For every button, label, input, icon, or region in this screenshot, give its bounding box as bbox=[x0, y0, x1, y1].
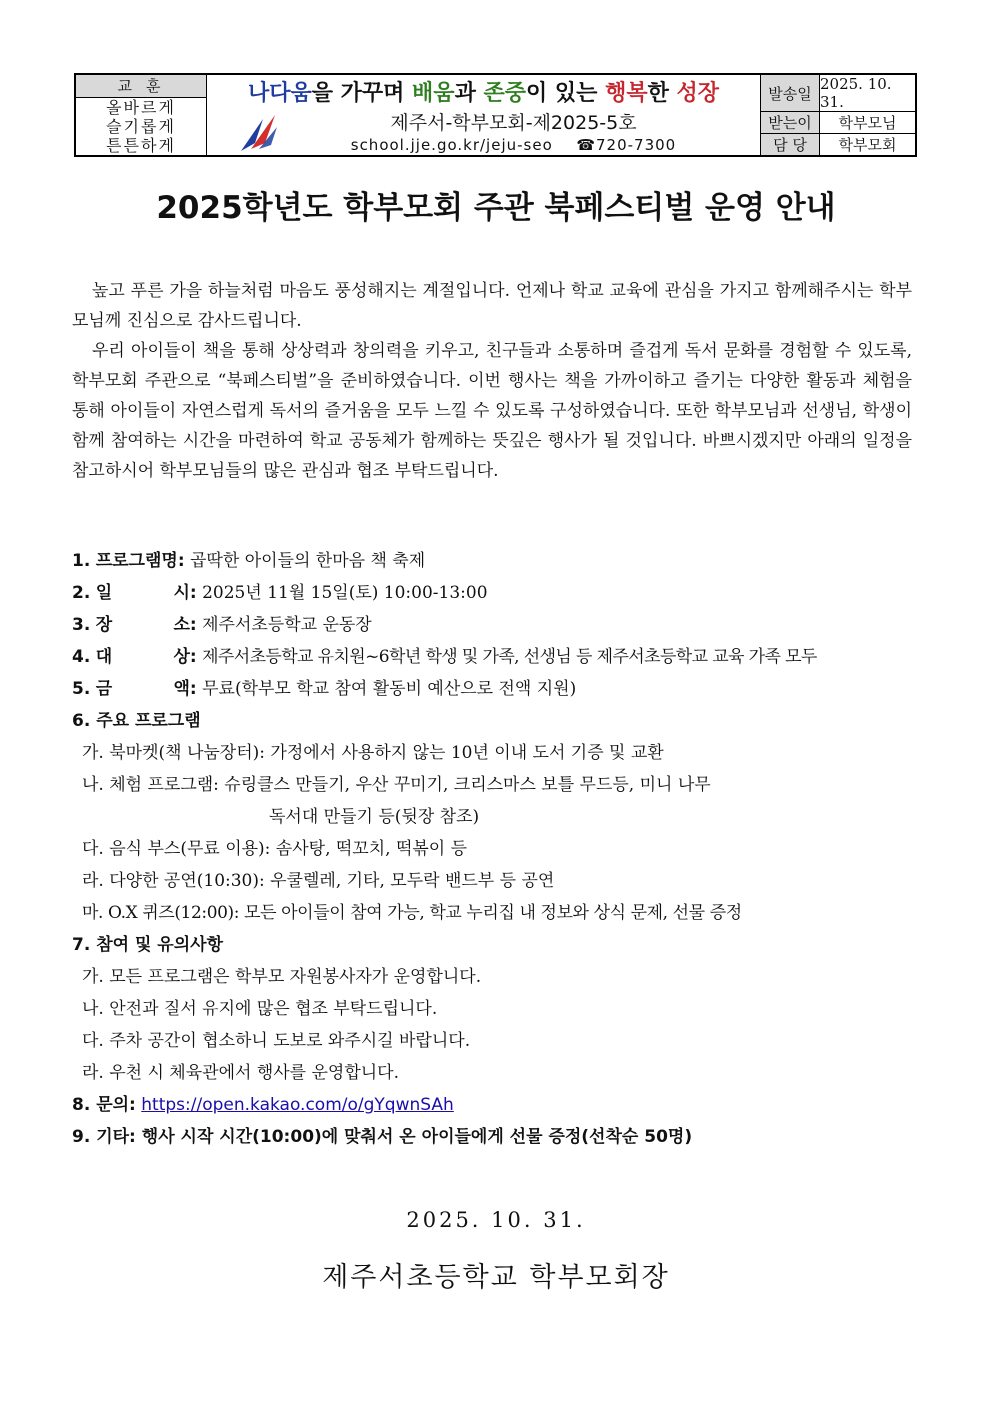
document-header bbox=[74, 73, 917, 157]
event-details bbox=[72, 545, 932, 1153]
school-motto bbox=[76, 75, 207, 155]
detail-number: 5. bbox=[72, 679, 91, 699]
programs-heading: 6. 주요 프로그램 bbox=[72, 711, 201, 731]
label-part: 일 bbox=[95, 583, 113, 603]
detail-label bbox=[96, 609, 197, 641]
detail-number: 3. bbox=[72, 615, 91, 635]
school-phone: ☎720-7300 bbox=[576, 136, 677, 154]
slogan-part: 한 bbox=[647, 81, 677, 106]
slogan-part: 나다움 bbox=[247, 81, 312, 106]
label-part: 액: bbox=[173, 679, 197, 699]
detail-place bbox=[72, 609, 932, 641]
meta-row bbox=[761, 134, 915, 155]
detail-contact bbox=[72, 1089, 932, 1121]
note-item: 나. 안전과 질서 유지에 많은 협조 부탁드립니다. bbox=[82, 999, 438, 1019]
slogan-part: 행복 bbox=[605, 81, 648, 106]
slogan-part: 존중 bbox=[483, 81, 526, 106]
label-part: 금 bbox=[95, 679, 113, 699]
school-website: school.jje.go.kr/jeju-seo bbox=[350, 136, 553, 154]
dispatch-info bbox=[761, 75, 915, 155]
label-part: 상: bbox=[173, 647, 197, 667]
detail-value: 무료(학부모 학교 참여 활동비 예산으로 전액 지원) bbox=[202, 679, 577, 699]
document-number: 제주서-학부모회-제2025-5호 bbox=[390, 112, 637, 134]
school-contact bbox=[207, 135, 760, 155]
slogan-part: 성장 bbox=[676, 81, 720, 106]
note-item: 가. 모든 프로그램은 학부모 자원봉사자가 운영합니다. bbox=[82, 967, 482, 987]
notes-heading: 7. 참여 및 유의사항 bbox=[72, 935, 223, 955]
meta-value: 학부모회 bbox=[838, 136, 897, 154]
label-part: 소: bbox=[173, 615, 197, 635]
program-item-continued: 독서대 만들기 등(뒷장 참조) bbox=[269, 807, 480, 827]
label-part: 대 bbox=[95, 647, 113, 667]
note-item: 라. 우천 시 체육관에서 행사를 운영합니다. bbox=[82, 1063, 400, 1083]
detail-value: 곱딱한 아이들의 한마음 책 축제 bbox=[190, 551, 426, 571]
detail-number: 4. bbox=[72, 647, 91, 667]
contact-label: 8. 문의: bbox=[72, 1095, 136, 1115]
meta-key: 담 당 bbox=[761, 134, 820, 155]
intro-text bbox=[72, 276, 912, 486]
school-slogan bbox=[207, 78, 760, 110]
detail-value: 제주서초등학교 유치원~6학년 학생 및 가족, 선생님 등 제주서초등학교 교육 가족 모두 bbox=[202, 647, 817, 667]
note-item: 다. 주차 공간이 협소하니 도보로 와주시길 바랍니다. bbox=[82, 1031, 471, 1051]
meta-value: 학부모님 bbox=[838, 114, 897, 132]
program-item: 라. 다양한 공연(10:30): 우쿨렐레, 기타, 모두락 밴드부 등 공연 bbox=[82, 871, 555, 891]
meta-row bbox=[761, 75, 915, 112]
program-item: 가. 북마켓(책 나눔장터): 가정에서 사용하지 않는 10년 이내 도서 기증 및 교환 bbox=[82, 743, 664, 763]
slogan-part: 을 가꾸며 bbox=[311, 81, 413, 106]
signature: 제주서초등학교 학부모회장 bbox=[322, 1262, 670, 1293]
detail-label bbox=[96, 673, 197, 705]
label-part: 장 bbox=[95, 615, 113, 635]
detail-target bbox=[72, 641, 932, 673]
detail-label: 프로그램명: bbox=[95, 551, 185, 571]
program-item: 나. 체험 프로그램: 슈링클스 만들기, 우산 꾸미기, 크리스마스 보틀 무드등, 미니 나무 bbox=[82, 775, 711, 795]
slogan-part: 과 bbox=[454, 81, 484, 106]
contact-link[interactable]: https://open.kakao.com/o/gYqwnSAh bbox=[141, 1095, 454, 1115]
school-banner bbox=[207, 75, 761, 155]
intro-paragraph: 높고 푸른 가을 하늘처럼 마음도 풍성해지는 계절입니다. 언제나 학교 교육에 관심을 가지고 함께해주시는 학부모님께 진심으로 감사드립니다. bbox=[72, 281, 912, 331]
motto-line: 올바르게 bbox=[106, 98, 176, 117]
label-part: 시: bbox=[173, 583, 197, 603]
slogan-part: 이 있는 bbox=[526, 81, 606, 106]
detail-number: 2. bbox=[72, 583, 91, 603]
detail-number: 1. bbox=[72, 551, 91, 571]
meta-key: 받는이 bbox=[761, 112, 820, 133]
detail-program-name bbox=[72, 545, 932, 577]
motto-line: 슬기롭게 bbox=[106, 117, 176, 136]
program-item: 다. 음식 부스(무료 이용): 솜사탕, 떡꼬치, 떡볶이 등 bbox=[82, 839, 468, 859]
meta-value: 2025. 10. 31. bbox=[820, 75, 892, 111]
document-title: 2025학년도 학부모회 주관 북페스티벌 운영 안내 bbox=[156, 190, 836, 226]
detail-label bbox=[96, 641, 197, 673]
slogan-part: 배움 bbox=[412, 81, 455, 106]
intro-paragraph: 우리 아이들이 책을 통해 상상력과 창의력을 키우고, 친구들과 소통하며 즐겁게 독서 문화를 경험할 수 있도록, 학부모회 주관으로 “북페스티벌”을 준비하였습니다. 이번 행사는 책을 가까이하고 즐기는 다양한 활동과 체험을 통해 아이들이 자연스럽게 독서의 즐거움을 모두 느낄 수 있도록 구성하였습니다. 또한 학부모님과 선생님, 학생이 함께 참여하는 시간을 마련하여 학교 공동체가 함께하는 뜻깊은 행사가 될 것입니다. 바쁘시겠지만 아래의 일정을 참고하시어 학부모님들의 많은 관심과 협조 부탁드립니다. bbox=[72, 341, 912, 481]
detail-value: 2025년 11월 15일(토) 10:00-13:00 bbox=[202, 583, 488, 603]
motto-lines bbox=[76, 98, 206, 155]
detail-value: 제주서초등학교 운동장 bbox=[202, 615, 372, 635]
meta-key: 발송일 bbox=[761, 75, 820, 111]
issue-date: 2025. 10. 31. bbox=[406, 1208, 586, 1232]
detail-etc: 9. 기타: 행사 시작 시간(10:00)에 맞춰서 온 아이들에게 선물 증정(선착순 50명) bbox=[72, 1127, 693, 1147]
detail-fee bbox=[72, 673, 932, 705]
motto-line: 튼튼하게 bbox=[106, 136, 176, 155]
detail-datetime bbox=[72, 577, 932, 609]
motto-title: 교훈 bbox=[76, 75, 206, 98]
meta-row bbox=[761, 112, 915, 134]
detail-label bbox=[96, 577, 197, 609]
program-item: 마. O.X 퀴즈(12:00): 모든 아이들이 참여 가능, 학교 누리집 내 정보와 상식 문제, 선물 증정 bbox=[82, 903, 742, 923]
